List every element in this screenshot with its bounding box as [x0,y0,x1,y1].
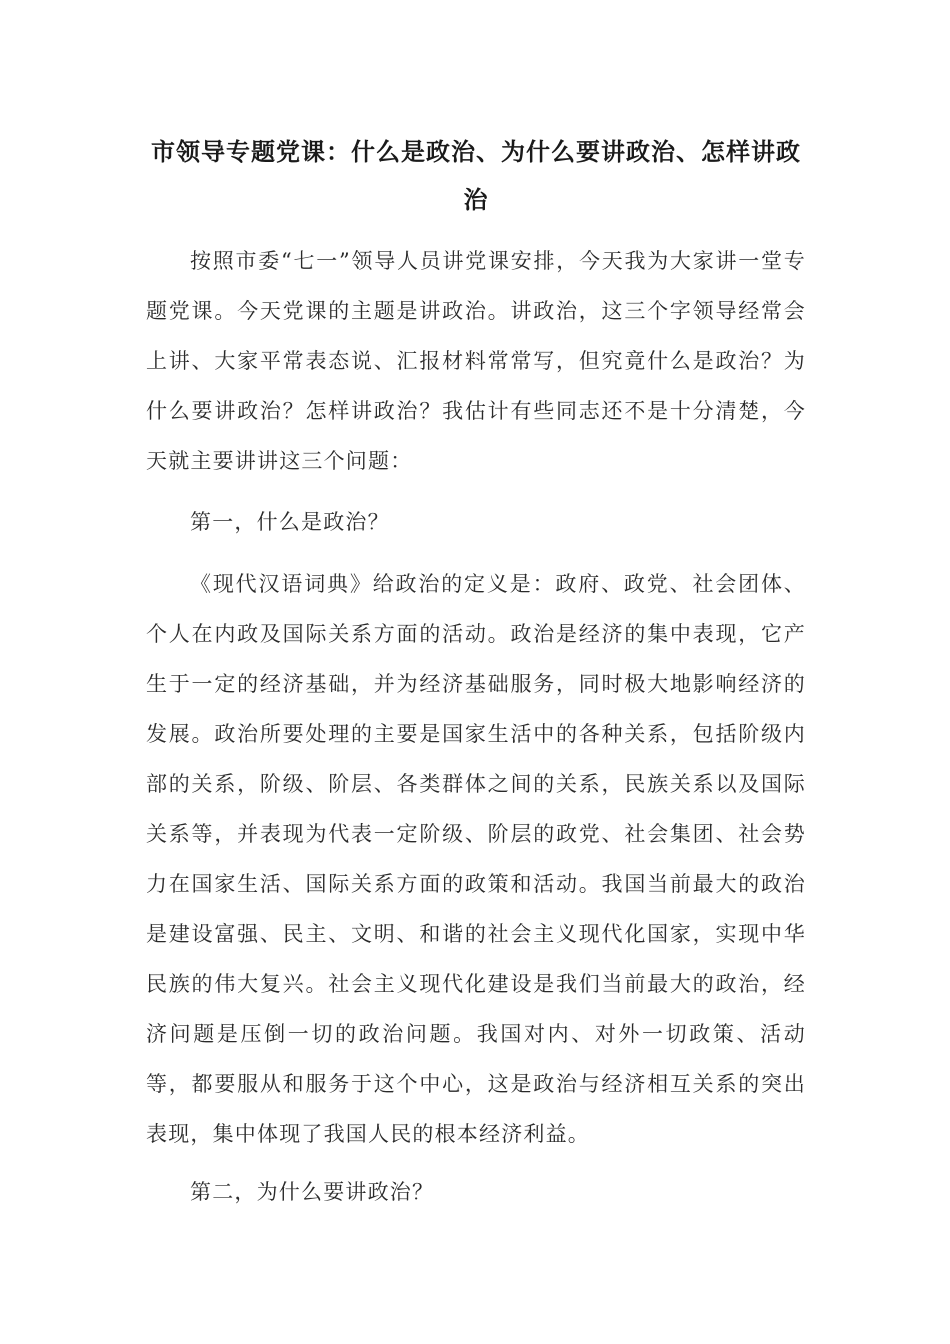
definition-paragraph: 《现代汉语词典》给政治的定义是：政府、政党、社会团体、个人在内政及国际关系方面的活动。政治是经济的集中表现，它产生于一定的经济基础，并为经济基础服务，同时极大地影响经济的发展。政治所要处理的主要是国家生活中的各种关系，包括阶级内部的关系，阶级、阶层、各类群体之间的关系，民族关系以及国际关系等，并表现为代表一定阶级、阶层的政党、社会集团、社会势力在国家生活、国际关系方面的政策和活动。我国当前最大的政治是建设富强、民主、文明、和谐的社会主义现代化国家，实现中华民族的伟大复兴。社会主义现代化建设是我们当前最大的政治，经济问题是压倒一切的政治问题。我国对内、对外一切政策、活动等，都要服从和服务于这个中心，这是政治与经济相互关系的突出表现，集中体现了我国人民的根本经济利益。 [146,572,806,1146]
section-heading-2: 第二，为什么要讲政治？ [190,1180,435,1204]
section-heading-1: 第一，什么是政治？ [190,510,390,534]
document-title: 市领导专题党课：什么是政治、为什么要讲政治、怎样讲政治 [151,137,801,214]
intro-paragraph: 按照市委“七一”领导人员讲党课安排，今天我为大家讲一堂专题党课。今天党课的主题是讲政治。讲政治，这三个字领导经常会上讲、大家平常表态说、汇报材料常常写，但究竟什么是政治？为什么要讲政治？怎样讲政治？我估计有些同志还不是十分清楚，今天就主要讲讲这三个问题： [146,249,806,473]
